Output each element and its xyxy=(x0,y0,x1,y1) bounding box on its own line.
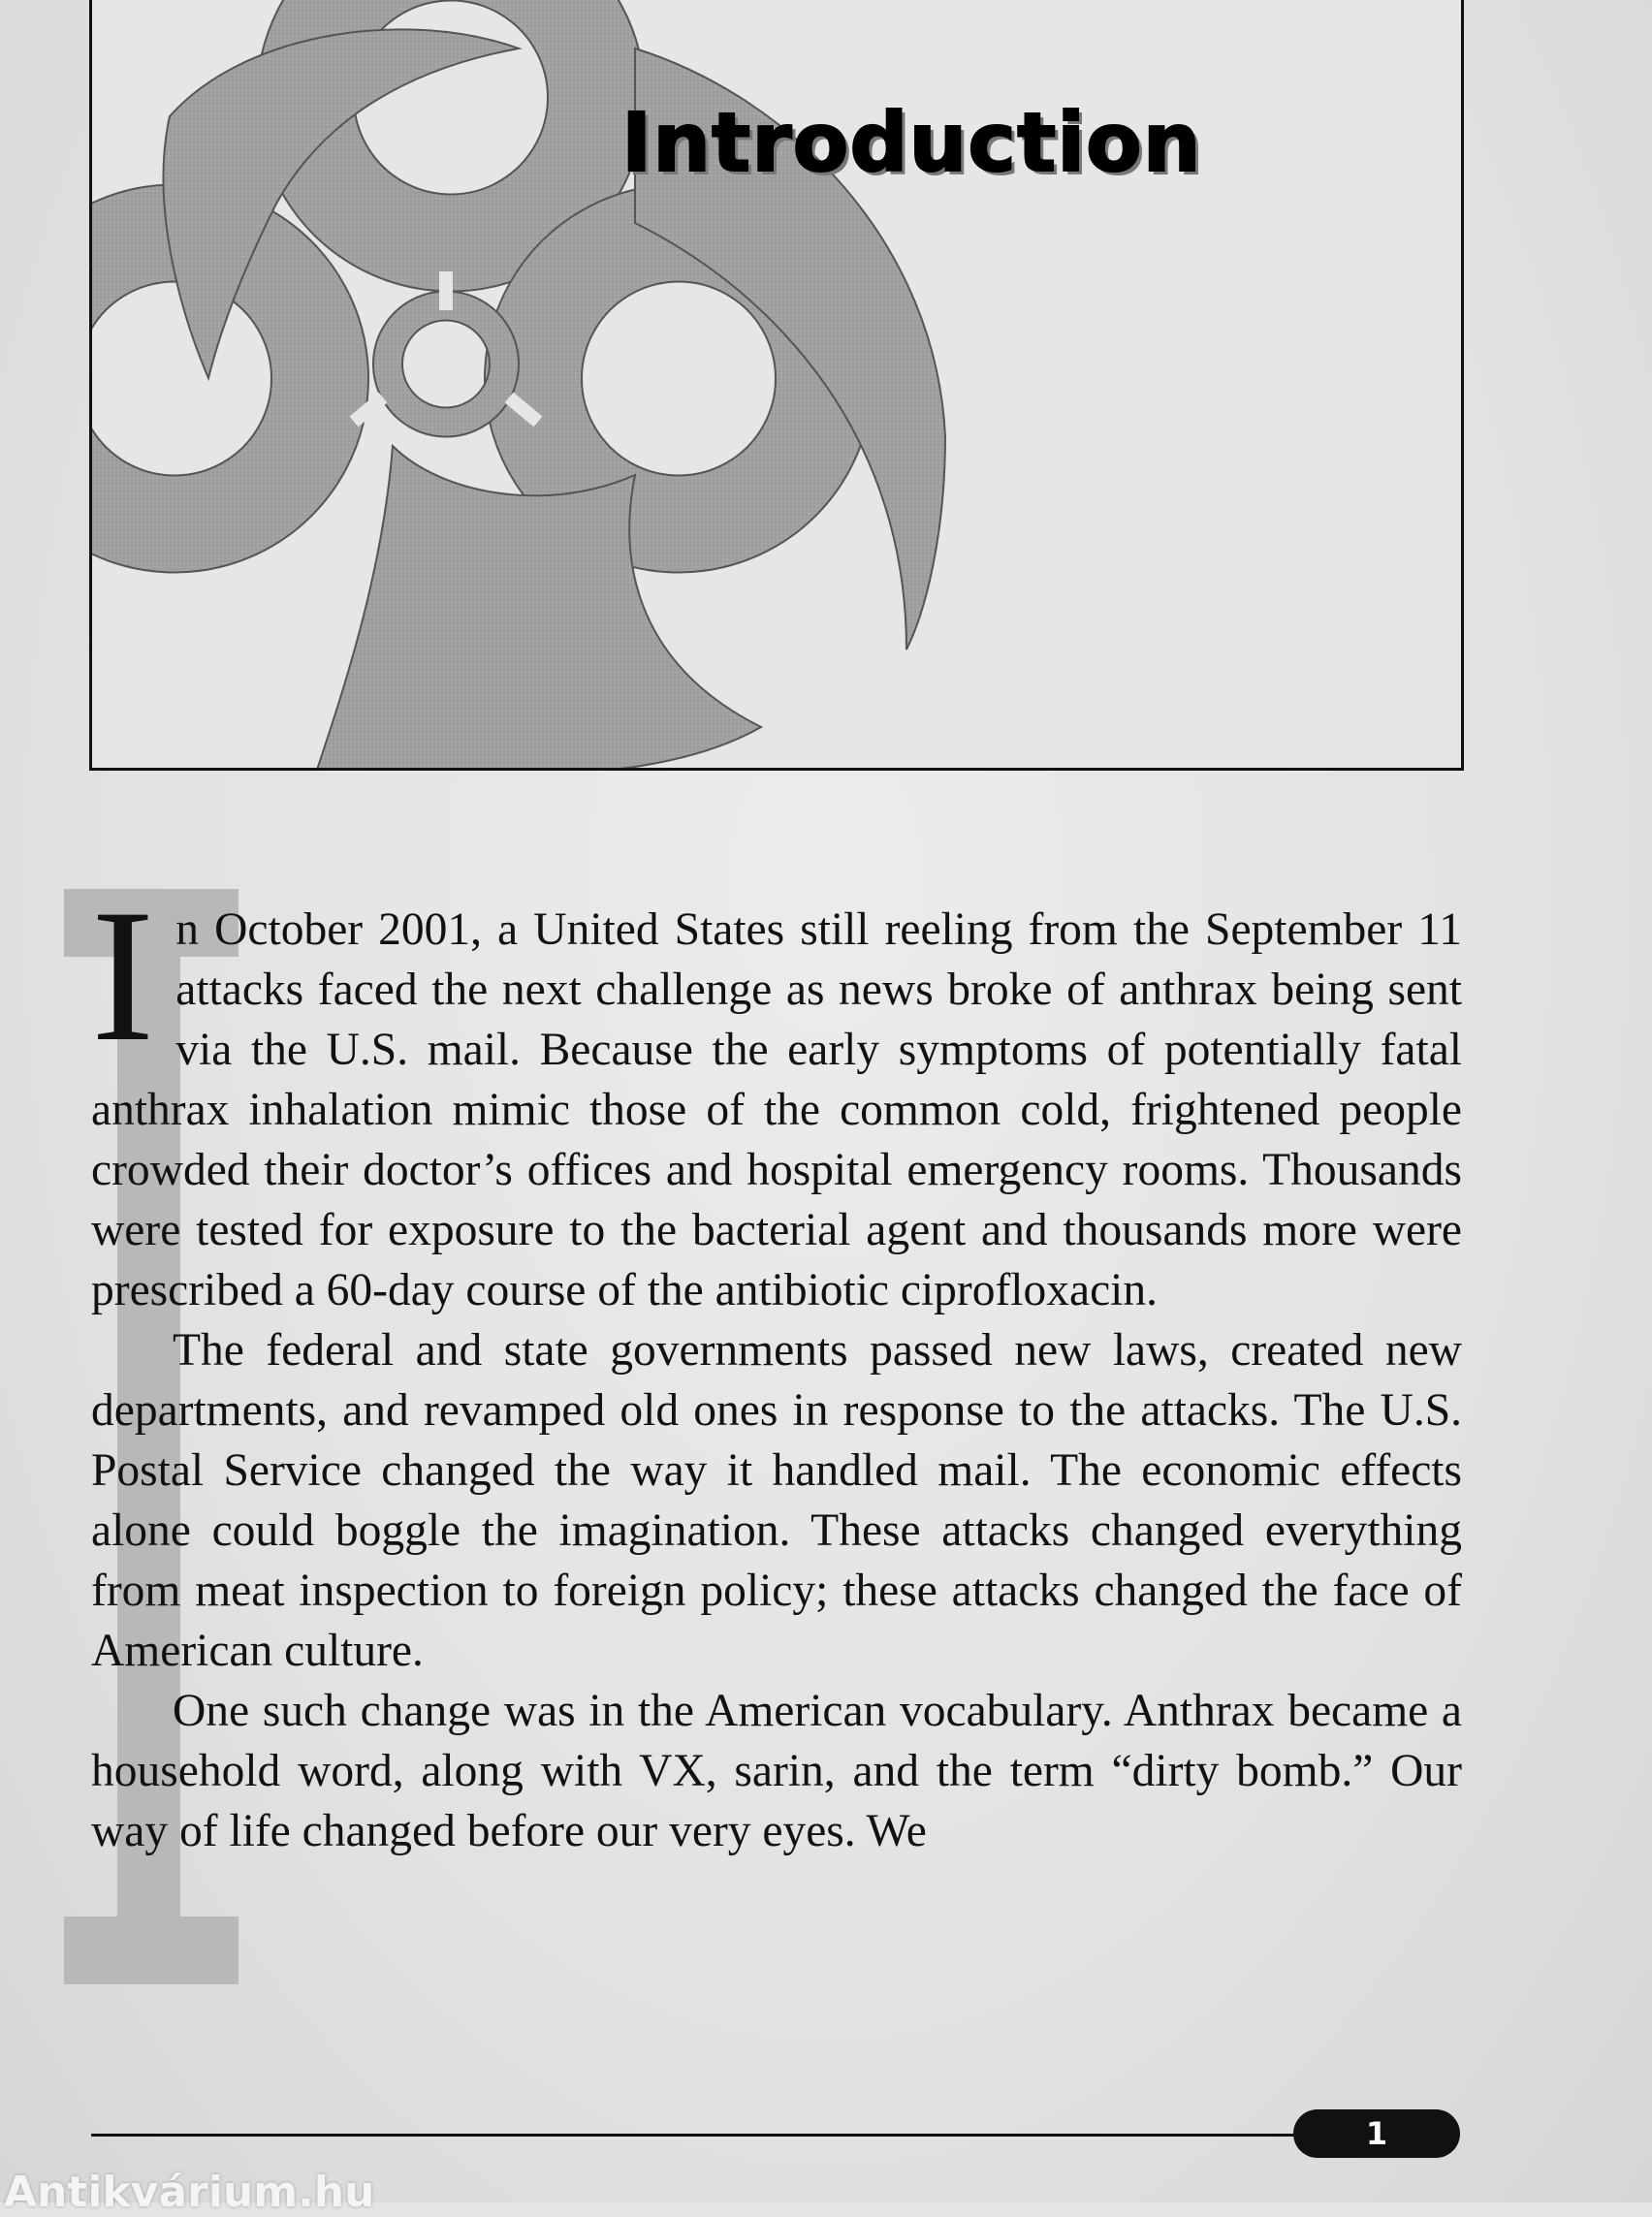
paragraph-1-text: n October 2001, a United States still reeling from the September 11 attacks faced the next challenge as news broke of anthrax being sent via the U.S. mail. Because the early symptoms of potentially fatal anthrax inhalation mimic those of the common cold, frightened people crowded their doctor’s offices and hospital emergency rooms. Thousands were tested for exposure to the bacterial agent and thousands more were prescribed a 60-day course of the antibiotic ciprofloxacin. xyxy=(91,904,1462,1315)
footer-rule xyxy=(91,2134,1322,2137)
watermark: Antikvárium.hu xyxy=(4,2168,375,2217)
paragraph-2: The federal and state governments passed new laws, created new departments, and revamped old ones in response to the attacks. The U.S. Postal Service changed the way it handled mail. The economic effects alone could boggle the imagination. These attacks changed everything from meat inspection to foreign policy; these attacks changed the face of American culture. xyxy=(91,1325,1462,1676)
paragraph-1 xyxy=(91,871,1462,1320)
chapter-header-box xyxy=(89,0,1464,771)
dropcap-letter: I xyxy=(91,871,155,1081)
page-number-badge: 1 xyxy=(1293,2109,1460,2158)
chapter-title: Introduction xyxy=(621,95,1202,190)
paragraph-3: One such change was in the American vocabulary. Anthrax became a household word, along with VX, sarin, and the term “dirty bomb.” Our way of life changed before our very eyes. We xyxy=(91,1686,1462,1856)
body-text xyxy=(91,871,1462,1861)
